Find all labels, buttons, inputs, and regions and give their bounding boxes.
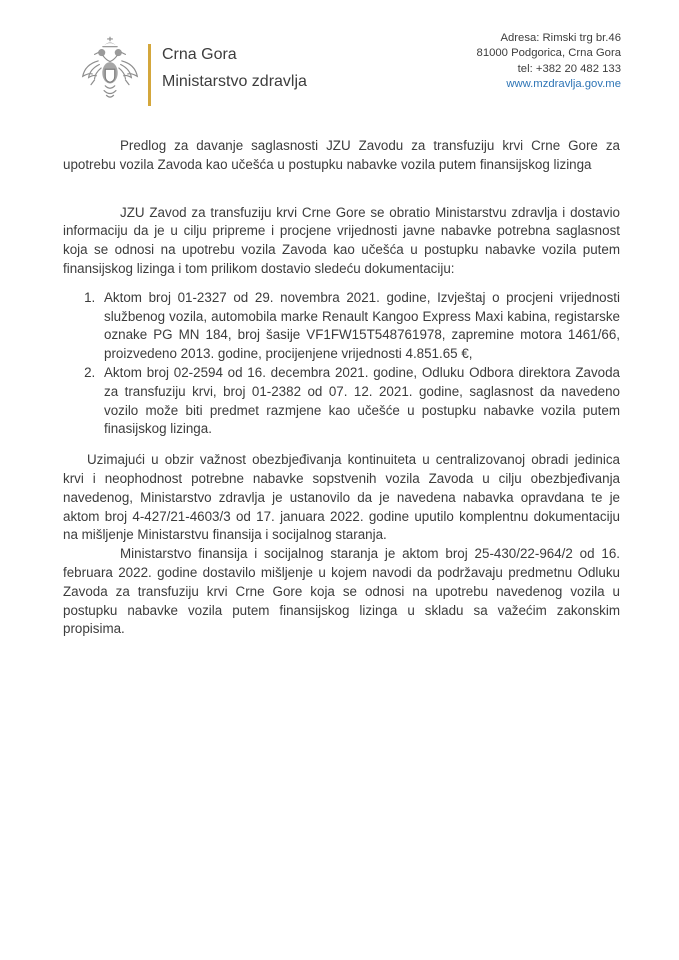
organization-block (162, 46, 307, 91)
document-body (63, 137, 620, 639)
list-item: 2. Aktom broj 02-2594 od 16. decembra 2021. godine, Odluku Odbora direktora Zavoda za transfuziju krvi, broj 01-2382 od 07. 12. 2021. godine, saglasnost da navedeno vozilo može biti predmet razmjene kao učešće u postupku nabavke vozila putem finasijskog lizinga. (99, 364, 620, 439)
ministry-name: Ministarstvo zdravlja (162, 73, 307, 90)
address-line-1: Adresa: Rimski trg br.46 (500, 32, 621, 44)
phone-line: tel: +382 20 482 133 (517, 62, 621, 75)
country-name: Crna Gora (162, 46, 237, 63)
website-link[interactable]: www.mzdravlja.gov.me (506, 78, 621, 91)
address-block (477, 31, 621, 93)
paragraph-opinion: Ministarstvo finansija i socijalnog staranja je aktom broj 25-430/22-964/2 od 16. februara 2022. godine dostavilo mišljenje u kojem navodi da podržavaju predmetnu Odluku Zavoda za transfuziju krvi Crne Gore koja se odnosi na upotrebu navedenog vozila u postupku nabavke vozila putem finansijskog lizinga u skladu sa važećim zakonskim propisima. (63, 546, 620, 637)
document-list (63, 289, 620, 439)
document-title: Predlog za davanje saglasnosti JZU Zavodu za transfuziju krvi Crne Gore za upotrebu vozila Zavoda kao učešća u postupku nabavke vozila putem finansijskog lizinga (63, 138, 620, 172)
letterhead-divider (148, 44, 151, 106)
montenegro-coat-of-arms-icon (80, 36, 140, 106)
address-line-2: 81000 Podgorica, Crna Gora (476, 47, 621, 60)
paragraph-assessment: Uzimajući u obzir važnost obezbjeđivanja kontinuiteta u centralizovanoj obradi jedinica krvi i neophodnost potrebne nabavke sopstvenih vozila Zavoda u cilju obezbjeđivanja navedenog, Ministarstvo zdravlja je ustanovilo da je navedena nabavka opravdana te je aktom broj 4-427/21-4603/3 od 17. januara 2022. godine uputilo komplentnu dokumentaciju na mišljenje Ministarstvu finansija i socijalnog staranja. (63, 452, 620, 543)
list-item: 1. Aktom broj 01-2327 od 29. novembra 2021. godine, Izvještaj o procjeni vrijednosti službenog vozila, automobila marke Renault Kangoo Express Maxi kabina, registarske oznake PG MN 184, broj šasije VF1FW15T548761978, zapremine motora 1461/66, proizvedeno 2013. godine, procijenjene vrijednosti 4.851.65 €, (99, 289, 620, 364)
paragraph-intro: JZU Zavod za transfuziju krvi Crne Gore se obratio Ministarstvu zdravlja i dostavio informaciju da je u cilju pripreme i procjene vrijednosti javne nabavke potrebna saglasnost koja se odnosi na upotrebu vozila Zavoda kao učešća u postupku nabavke vozila putem finansijskog lizinga i tom prilikom dostavio sledeću dokumentaciju: (63, 204, 620, 276)
